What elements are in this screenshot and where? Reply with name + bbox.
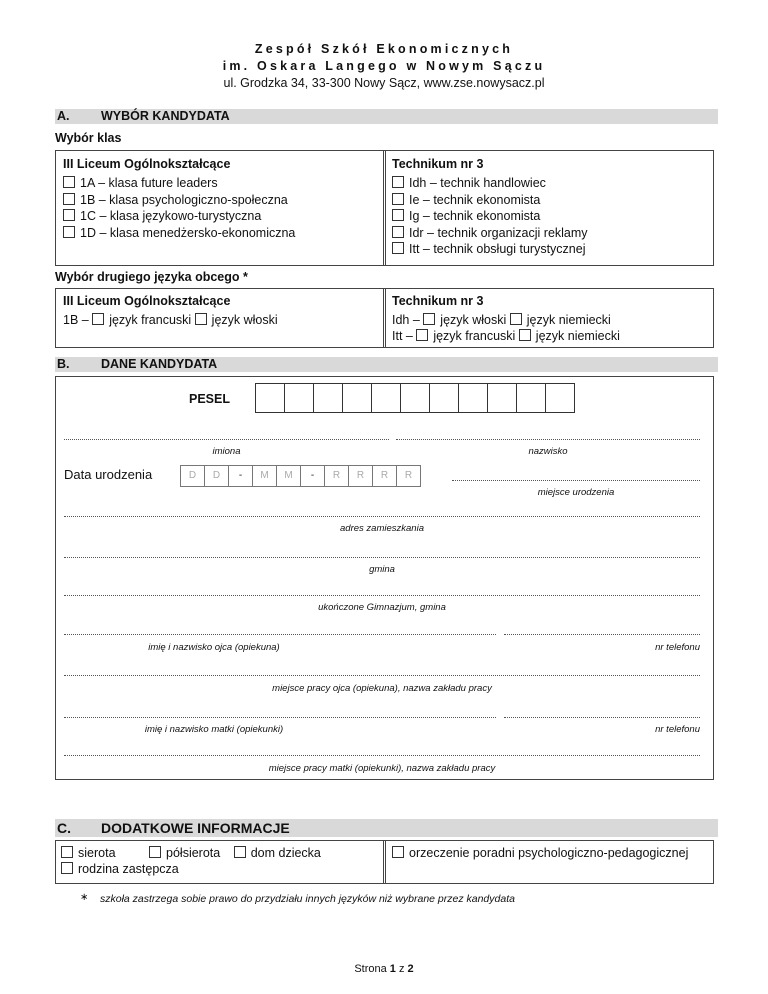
checkbox-icon[interactable]	[63, 226, 75, 238]
section-letter: B.	[57, 357, 70, 371]
pesel-digit-cell[interactable]	[400, 383, 430, 413]
classes-label: Wybór klas	[55, 131, 122, 145]
caption: nr telefonu	[655, 724, 700, 735]
municipality-field[interactable]	[64, 557, 700, 558]
pesel-digit-cell[interactable]	[371, 383, 401, 413]
checkbox-icon[interactable]	[92, 313, 104, 325]
candidate-data-box	[55, 376, 714, 780]
caption: nazwisko	[528, 446, 568, 457]
mother-name-field[interactable]	[64, 717, 496, 718]
asterisk-icon: ∗	[80, 892, 89, 903]
father-phone-field[interactable]	[504, 634, 700, 635]
section-title: WYBÓR KANDYDATA	[101, 109, 230, 123]
caption: gmina	[369, 564, 395, 575]
class-option[interactable]: Ig – technik ekonomista	[392, 208, 588, 225]
caption: miejsce urodzenia	[537, 487, 615, 498]
checkbox-icon[interactable]	[61, 862, 73, 874]
lo-language-box	[55, 288, 386, 348]
class-option[interactable]: 1C – klasa językowo-turystyczna	[63, 208, 295, 225]
tech-title: Technikum nr 3	[392, 157, 484, 171]
language-label: Wybór drugiego języka obcego *	[55, 270, 248, 284]
checkbox-icon[interactable]	[63, 209, 75, 221]
footnote-text: szkoła zastrzega sobie prawo do przydziału innych języków niż wybrane przez kandydata	[100, 893, 515, 905]
pesel-digit-cell[interactable]	[429, 383, 459, 413]
birthplace-field[interactable]	[452, 480, 700, 481]
school-address: ul. Grodzka 34, 33-300 Nowy Sącz, www.zse.nowysacz.pl	[223, 76, 545, 90]
dob-cell[interactable]: R	[324, 465, 349, 487]
dob-cell[interactable]: M	[276, 465, 301, 487]
school-name: Zespół Szkół Ekonomicznych	[254, 42, 514, 56]
checkbox-icon[interactable]	[392, 846, 404, 858]
caption: nr telefonu	[655, 642, 700, 653]
mother-workplace-field[interactable]	[64, 755, 700, 756]
address-field[interactable]	[64, 516, 700, 517]
tech-classes-box	[383, 150, 714, 266]
dob-cell[interactable]: M	[252, 465, 277, 487]
class-option[interactable]: Itt – technik obsługi turystycznej	[392, 241, 588, 258]
dob-cell[interactable]: R	[348, 465, 373, 487]
lang-tech-row: Idh – język włoski język niemiecki	[392, 313, 611, 327]
checkbox-icon[interactable]	[149, 846, 161, 858]
pesel-digit-cell[interactable]	[342, 383, 372, 413]
pesel-digit-cell[interactable]	[313, 383, 343, 413]
family-status-box	[55, 840, 386, 884]
class-option[interactable]: Idh – technik handlowiec	[392, 175, 588, 192]
lang-lo-title: III Liceum Ogólnokształcące	[63, 294, 231, 308]
caption: miejsce pracy ojca (opiekuna), nazwa zakładu pracy	[272, 683, 492, 694]
dob-cell[interactable]: R	[396, 465, 421, 487]
pesel-digit-cell[interactable]	[516, 383, 546, 413]
checkbox-icon[interactable]	[416, 329, 428, 341]
option-certificate[interactable]: orzeczenie poradni psychologiczno-pedagogicznej	[392, 845, 688, 862]
page-total: 2	[407, 963, 414, 975]
tech-language-box	[383, 288, 714, 348]
lang-tech-row: Itt – język francuski język niemiecki	[392, 329, 620, 343]
dob-cell[interactable]: D	[180, 465, 205, 487]
lang-tech-title: Technikum nr 3	[392, 294, 484, 308]
father-workplace-field[interactable]	[64, 675, 700, 676]
lo-classes-box	[55, 150, 386, 266]
pesel-digit-cell[interactable]	[487, 383, 517, 413]
dob-separator: -	[228, 465, 253, 487]
caption: adres zamieszkania	[340, 523, 424, 534]
section-title: DODATKOWE INFORMACJE	[101, 820, 290, 836]
pesel-digit-cell[interactable]	[545, 383, 575, 413]
page-number: 1	[389, 963, 396, 975]
caption: imię i nazwisko ojca (opiekuna)	[148, 642, 280, 653]
section-letter: C.	[57, 820, 71, 836]
dob-cell[interactable]: R	[372, 465, 397, 487]
section-a-header	[55, 109, 718, 124]
class-option[interactable]: 1D – klasa menedżersko-ekonomiczna	[63, 225, 295, 242]
section-letter: A.	[57, 109, 70, 123]
option-orphan[interactable]: sierota	[61, 846, 116, 860]
dob-label: Data urodzenia	[64, 467, 153, 482]
dob-field[interactable]	[181, 465, 421, 487]
certificate-box	[383, 840, 714, 884]
checkbox-icon[interactable]	[423, 313, 435, 325]
class-option[interactable]: Idr – technik organizacji reklamy	[392, 225, 588, 242]
checkbox-icon[interactable]	[519, 329, 531, 341]
caption: ukończone Gimnazjum, gmina	[318, 602, 446, 613]
caption: miejsce pracy matki (opiekunki), nazwa zakładu pracy	[268, 763, 496, 774]
checkbox-icon[interactable]	[510, 313, 522, 325]
dob-separator: -	[300, 465, 325, 487]
lo-title: III Liceum Ogólnokształcące	[63, 157, 231, 171]
school-field[interactable]	[64, 595, 700, 596]
checkbox-icon[interactable]	[63, 193, 75, 205]
surname-field[interactable]	[396, 439, 700, 440]
checkbox-icon[interactable]	[61, 846, 73, 858]
checkbox-icon[interactable]	[392, 209, 404, 221]
father-name-field[interactable]	[64, 634, 496, 635]
checkbox-icon[interactable]	[392, 176, 404, 188]
caption: imiona	[212, 446, 241, 457]
checkbox-icon[interactable]	[392, 226, 404, 238]
mother-phone-field[interactable]	[504, 717, 700, 718]
checkbox-icon[interactable]	[392, 242, 404, 254]
caption: imię i nazwisko matki (opiekunki)	[144, 724, 284, 735]
page-footer: Strona 1 z 2	[354, 963, 414, 975]
section-title: DANE KANDYDATA	[101, 357, 218, 371]
first-names-field[interactable]	[64, 439, 389, 440]
class-option[interactable]: 1B – klasa psychologiczno-społeczna	[63, 192, 295, 209]
class-option[interactable]: 1A – klasa future leaders	[63, 175, 295, 192]
section-c-header	[55, 819, 718, 837]
checkbox-icon[interactable]	[63, 176, 75, 188]
option-half-orphan[interactable]: półsierota	[149, 846, 220, 860]
pesel-digit-cell[interactable]	[255, 383, 285, 413]
pesel-field[interactable]	[256, 383, 575, 413]
checkbox-icon[interactable]	[392, 193, 404, 205]
family-status-row	[61, 845, 321, 862]
dob-cell[interactable]: D	[204, 465, 229, 487]
class-option[interactable]: Ie – technik ekonomista	[392, 192, 588, 209]
pesel-digit-cell[interactable]	[284, 383, 314, 413]
school-patron: im. Oskara Langego w Nowym Sączu	[222, 59, 546, 73]
option-orphanage[interactable]: dom dziecka	[234, 846, 321, 860]
lang-lo-row: 1B – język francuski język włoski	[63, 313, 278, 327]
checkbox-icon[interactable]	[195, 313, 207, 325]
option-foster-family[interactable]: rodzina zastępcza	[61, 861, 179, 878]
section-b-header	[55, 357, 718, 372]
checkbox-icon[interactable]	[234, 846, 246, 858]
pesel-label: PESEL	[189, 392, 230, 406]
pesel-digit-cell[interactable]	[458, 383, 488, 413]
